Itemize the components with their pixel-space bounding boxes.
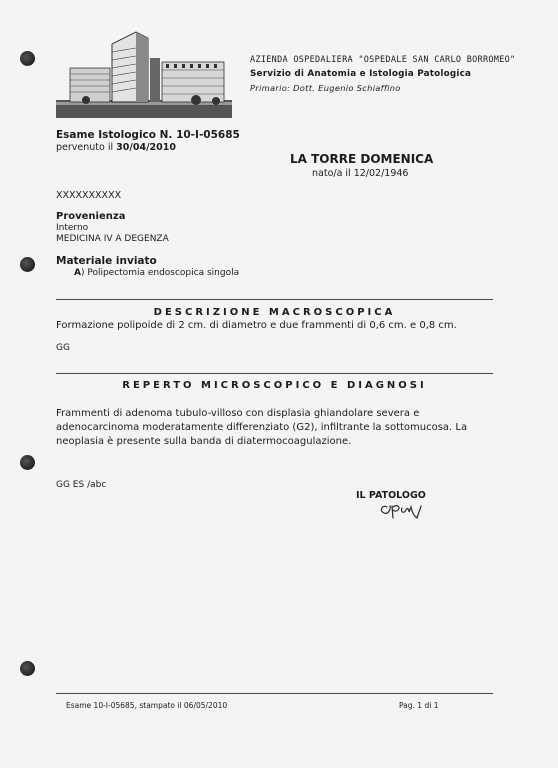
micro-line-2: adenocarcinoma moderatamente differenziato (G2), infiltrante la sottomucosa. La [56, 422, 468, 433]
divider [56, 373, 493, 374]
hospital-name: AZIENDA OSPEDALIERA "OSPEDALE SAN CARLO BORROMEO" [250, 55, 516, 65]
macro-initials: GG [56, 343, 70, 353]
patient-birth-date: nato/a il 12/02/1946 [312, 168, 409, 179]
material-item-letter: A [74, 268, 81, 278]
punch-hole-decoration [20, 455, 35, 470]
provenance-ward: MEDICINA IV A DEGENZA [56, 234, 169, 244]
material-label: Materiale inviato [56, 255, 157, 267]
micro-initials: GG ES /abc [56, 480, 107, 490]
material-item [74, 268, 239, 278]
handwritten-signature [373, 500, 427, 526]
received-prefix: pervenuto il [56, 142, 117, 153]
patient-code: XXXXXXXXXX [56, 190, 122, 201]
micro-heading: REPERTO MICROSCOPICO E DIAGNOSI [122, 380, 427, 391]
footer-divider [56, 693, 493, 694]
macro-text: Formazione polipoide di 2 cm. di diametro e due frammenti di 0,6 cm. e 0,8 cm. [56, 320, 457, 331]
macro-heading: DESCRIZIONE MACROSCOPICA [153, 307, 396, 318]
micro-line-1: Frammenti di adenoma tubulo-villoso con displasia ghiandolare severa e [56, 408, 420, 419]
pathologist-label: IL PATOLOGO [356, 490, 426, 501]
department-head: Primario: Dott. Eugenio Schiaffino [250, 83, 401, 93]
divider [56, 299, 493, 300]
received-date-line [56, 142, 176, 153]
hospital-building-logo [56, 28, 232, 118]
footer-page-number: Pag. 1 di 1 [399, 701, 439, 710]
footer-print-info: Esame 10-I-05685, stampato il 06/05/2010 [66, 701, 228, 710]
punch-hole-decoration [20, 257, 35, 272]
patient-name: LA TORRE DOMENICA [290, 152, 434, 166]
material-item-text: ) Polipectomia endoscopica singola [80, 268, 240, 278]
provenance-type: Interno [56, 223, 89, 233]
micro-line-3: neoplasia è presente sulla banda di diatermocoagulazione. [56, 436, 352, 447]
exam-title: Esame Istologico N. 10-I-05685 [56, 129, 240, 141]
punch-hole-decoration [20, 661, 35, 676]
department-name: Servizio di Anatomia e Istologia Patologica [250, 69, 472, 79]
received-date: 30/04/2010 [116, 142, 176, 153]
punch-hole-decoration [20, 51, 35, 66]
provenance-label: Provenienza [56, 211, 126, 222]
